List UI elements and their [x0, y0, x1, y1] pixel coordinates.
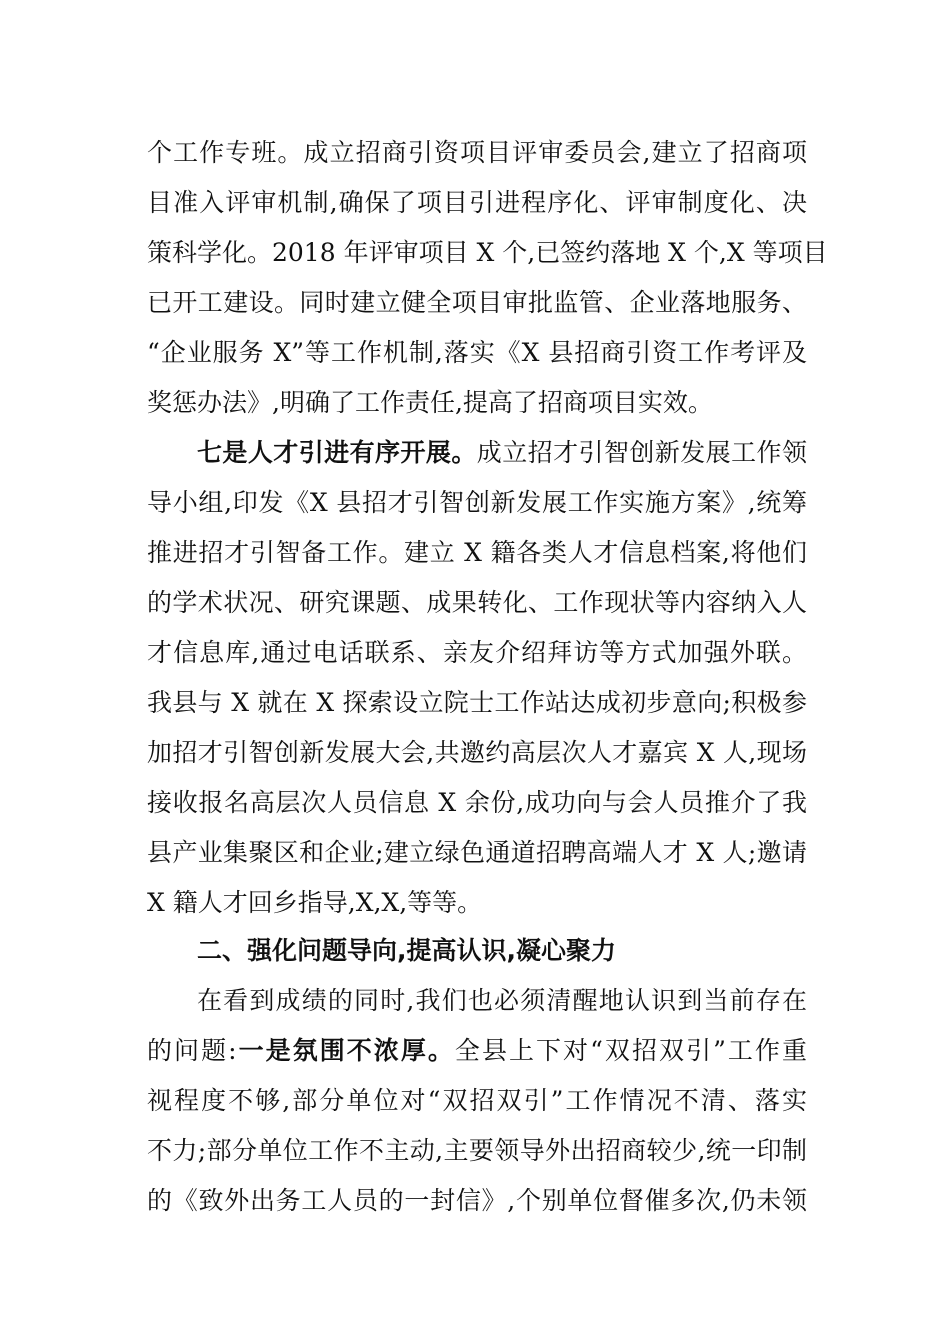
text-line: 加招才引智创新发展大会,共邀约高层次人才嘉宾 X 人,现场 — [147, 738, 807, 767]
text-line — [147, 1031, 807, 1071]
text-line: 县产业集聚区和企业;建立绿色通道招聘高端人才 X 人;邀请 — [147, 838, 807, 867]
text-line: 视程度不够,部分单位对“双招双引”工作情况不清、落实 — [147, 1086, 807, 1115]
text-line: 奖惩办法》,明确了工作责任,提高了招商项目实效。 — [147, 388, 713, 417]
paragraph-first-line — [197, 433, 807, 473]
paragraph-text: 成立招才引智创新发展工作领 — [476, 438, 807, 467]
text-line: 导小组,印发《X 县招才引智创新发展工作实施方案》,统筹 — [147, 488, 807, 517]
text-line: X 籍人才回乡指导,X,X,等等。 — [147, 888, 483, 917]
text-line: 推进招才引智备工作。建立 X 籍各类人才信息档案,将他们 — [147, 538, 807, 567]
text-line: 才信息库,通过电话联系、亲友介绍拜访等方式加强外联。 — [147, 638, 807, 667]
text-line: 在看到成绩的同时,我们也必须清醒地认识到当前存在 — [197, 986, 807, 1015]
paragraph-lead: 一是氛围不浓厚。 — [236, 1036, 455, 1065]
text-line: “企业服务 X”等工作机制,落实《X 县招商引资工作考评及 — [147, 338, 807, 367]
paragraph-text: 全县上下对“双招双引”工作重 — [454, 1036, 807, 1065]
section-heading: 二、强化问题导向,提高认识,凝心聚力 — [197, 936, 616, 965]
text-line: 目准入评审机制,确保了项目引进程序化、评审制度化、决 — [147, 188, 807, 217]
text-line: 接收报名高层次人员信息 X 余份,成功向与会人员推介了我 — [147, 788, 807, 817]
paragraph-lead: 七是人才引进有序开展。 — [197, 438, 477, 467]
text-line: 我县与 X 就在 X 探索设立院士工作站达成初步意向;积极参 — [147, 688, 807, 717]
text-line: 的《致外出务工人员的一封信》,个别单位督催多次,仍未领 — [147, 1186, 807, 1215]
text-line: 策科学化。2018 年评审项目 X 个,已签约落地 X 个,X 等项目 — [147, 238, 828, 267]
text-line: 的学术状况、研究课题、成果转化、工作现状等内容纳入人 — [147, 588, 807, 617]
text-line: 已开工建设。同时建立健全项目审批监管、企业落地服务、 — [147, 288, 807, 317]
paragraph-text: 的问题: — [147, 1036, 237, 1065]
text-line: 个工作专班。成立招商引资项目评审委员会,建立了招商项 — [147, 138, 807, 167]
text-line: 不力;部分单位工作不主动,主要领导外出招商较少,统一印制 — [147, 1136, 807, 1165]
